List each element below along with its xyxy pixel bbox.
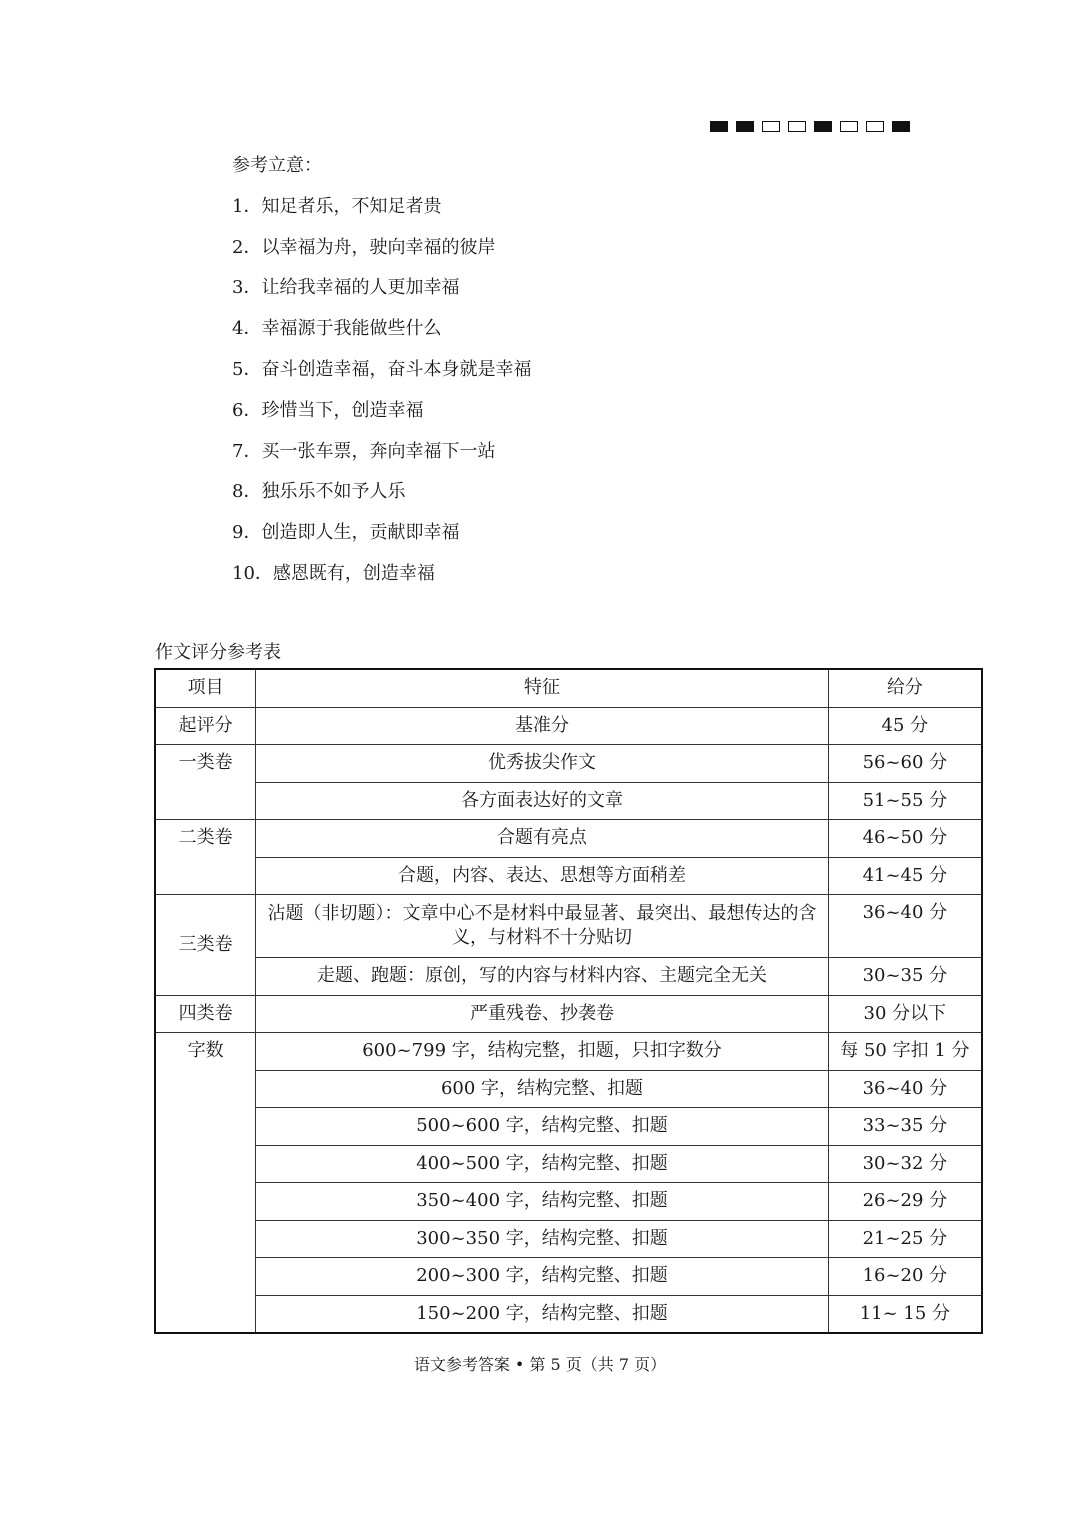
theme-item: 4．幸福源于我能做些什么 — [232, 318, 442, 340]
row-score: 每 50 字扣 1 分 — [828, 1033, 982, 1071]
row-feature: 各方面表达好的文章 — [256, 782, 829, 820]
row-feature: 合题有亮点 — [256, 820, 829, 858]
row-feature: 600~799 字，结构完整，扣题，只扣字数分 — [256, 1033, 829, 1071]
table-row — [155, 958, 982, 996]
row-item: 起评分 — [155, 707, 256, 745]
row-score: 11~ 15 分 — [828, 1295, 982, 1333]
row-score: 36~40 分 — [828, 895, 982, 958]
row-score: 16~20 分 — [828, 1258, 982, 1296]
row-feature: 150~200 字，结构完整、扣题 — [256, 1295, 829, 1333]
row-score: 36~40 分 — [828, 1070, 982, 1108]
row-score: 51~55 分 — [828, 782, 982, 820]
reference-themes-heading: 参考立意： — [232, 155, 322, 176]
row-score: 33~35 分 — [828, 1108, 982, 1146]
row-score: 46~50 分 — [828, 820, 982, 858]
table-row — [155, 995, 982, 1033]
reference-themes — [232, 152, 531, 601]
theme-item: 3．让给我幸福的人更加幸福 — [232, 277, 460, 299]
theme-item: 8．独乐乐不如予人乐 — [232, 481, 406, 503]
header-mark-3 — [762, 121, 780, 132]
table-row — [155, 1070, 982, 1108]
header-feature: 特征 — [256, 669, 829, 707]
table-row — [155, 857, 982, 895]
table-row — [155, 1108, 982, 1146]
table-row — [155, 707, 982, 745]
header-score: 给分 — [828, 669, 982, 707]
row-feature: 200~300 字，结构完整、扣题 — [256, 1258, 829, 1296]
page-footer: 语文参考答案 • 第 5 页（共 7 页） — [413, 1355, 667, 1374]
row-feature: 350~400 字，结构完整、扣题 — [256, 1183, 829, 1221]
row-feature: 优秀拔尖作文 — [256, 745, 829, 783]
theme-item: 2．以幸福为舟，驶向幸福的彼岸 — [232, 236, 496, 258]
row-item: 四类卷 — [155, 995, 256, 1033]
table-row — [155, 895, 982, 958]
header-mark-2 — [736, 121, 754, 132]
table-title: 作文评分参考表 — [155, 642, 281, 663]
row-feature: 沾题（非切题）：文章中心不是材料中最显著、最突出、最想传达的含义，与材料不十分贴切 — [256, 895, 829, 958]
row-item: 一类卷 — [155, 745, 256, 820]
header-mark-1 — [710, 121, 728, 132]
header-marks — [710, 121, 910, 132]
row-item: 二类卷 — [155, 820, 256, 895]
header-mark-6 — [840, 121, 858, 132]
row-feature: 走题、跑题：原创，写的内容与材料内容、主题完全无关 — [256, 958, 829, 996]
header-mark-4 — [788, 121, 806, 132]
row-feature: 400~500 字，结构完整、扣题 — [256, 1145, 829, 1183]
row-feature: 基准分 — [256, 707, 829, 745]
row-feature: 500~600 字，结构完整、扣题 — [256, 1108, 829, 1146]
row-score: 41~45 分 — [828, 857, 982, 895]
row-score: 21~25 分 — [828, 1220, 982, 1258]
table-header-row — [155, 669, 982, 707]
table-row — [155, 820, 982, 858]
table-row — [155, 1258, 982, 1296]
row-score: 30 分以下 — [828, 995, 982, 1033]
theme-item: 6．珍惜当下，创造幸福 — [232, 399, 424, 421]
table-row — [155, 1220, 982, 1258]
row-score: 45 分 — [828, 707, 982, 745]
header-mark-5 — [814, 121, 832, 132]
table-row — [155, 745, 982, 783]
row-feature: 600 字，结构完整、扣题 — [256, 1070, 829, 1108]
header-mark-8 — [892, 121, 910, 132]
table-row — [155, 1295, 982, 1333]
theme-item: 5．奋斗创造幸福，奋斗本身就是幸福 — [232, 358, 532, 380]
row-score: 30~32 分 — [828, 1145, 982, 1183]
theme-item: 9．创造即人生，贡献即幸福 — [232, 522, 460, 544]
theme-item: 7．买一张车票，奔向幸福下一站 — [232, 440, 496, 462]
row-item: 字数 — [155, 1033, 256, 1334]
table-row — [155, 1145, 982, 1183]
table-row — [155, 782, 982, 820]
row-feature: 300~350 字，结构完整、扣题 — [256, 1220, 829, 1258]
row-feature: 合题，内容、表达、思想等方面稍差 — [256, 857, 829, 895]
table-row — [155, 1183, 982, 1221]
row-score: 30~35 分 — [828, 958, 982, 996]
scoring-table — [154, 668, 983, 1334]
header-item: 项目 — [155, 669, 256, 707]
row-item: 三类卷 — [155, 895, 256, 996]
table-row — [155, 1033, 982, 1071]
theme-item: 1．知足者乐，不知足者贵 — [232, 195, 442, 217]
row-score: 26~29 分 — [828, 1183, 982, 1221]
header-mark-7 — [866, 121, 884, 132]
theme-item: 10．感恩既有，创造幸福 — [232, 562, 435, 584]
row-feature: 严重残卷、抄袭卷 — [256, 995, 829, 1033]
row-score: 56~60 分 — [828, 745, 982, 783]
